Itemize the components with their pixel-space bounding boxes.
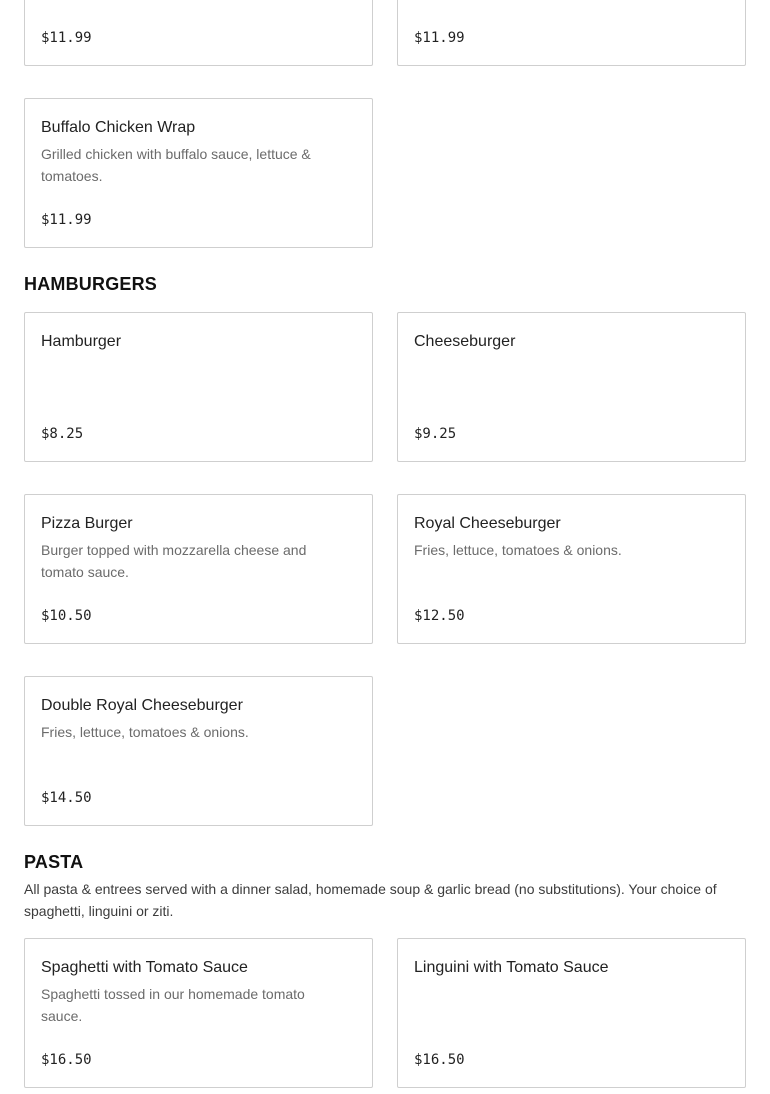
item-price: $16.50 bbox=[414, 1052, 465, 1068]
menu-item-card[interactable] bbox=[24, 98, 373, 248]
menu-item-card[interactable] bbox=[24, 494, 373, 644]
item-name: Hamburger bbox=[41, 333, 122, 350]
item-description: Grilled chicken with buffalo sauce, lettuce & tomatoes. bbox=[41, 146, 311, 184]
item-name: Linguini with Tomato Sauce bbox=[414, 959, 609, 976]
menu-item-card[interactable] bbox=[397, 938, 746, 1088]
item-name: Royal Cheeseburger bbox=[414, 515, 561, 532]
menu-item-card[interactable] bbox=[24, 676, 373, 826]
item-name: Cheeseburger bbox=[414, 333, 516, 350]
section-note: All pasta & entrees served with a dinner salad, homemade soup & garlic bread (no substitutions). Your choice of spaghetti, linguini or ziti. bbox=[24, 881, 717, 919]
item-price: $8.25 bbox=[41, 426, 84, 442]
item-price: $10.50 bbox=[41, 608, 92, 624]
menu-item-card[interactable] bbox=[24, 938, 373, 1088]
item-name: Pizza Burger bbox=[41, 515, 133, 532]
menu-item-card[interactable] bbox=[24, 0, 373, 66]
item-name: Spaghetti with Tomato Sauce bbox=[41, 959, 248, 976]
item-name: Double Royal Cheeseburger bbox=[41, 697, 243, 714]
section-title-pasta: PASTA bbox=[24, 852, 84, 872]
item-description: Fries, lettuce, tomatoes & onions. bbox=[414, 542, 622, 558]
item-price: $11.99 bbox=[41, 30, 92, 46]
section-title-hamburgers: HAMBURGERS bbox=[24, 274, 158, 294]
item-price: $16.50 bbox=[41, 1052, 92, 1068]
item-description: Fries, lettuce, tomatoes & onions. bbox=[41, 724, 249, 740]
menu-item-card[interactable] bbox=[397, 312, 746, 462]
item-price: $9.25 bbox=[414, 426, 457, 442]
item-price: $11.99 bbox=[41, 212, 92, 228]
item-price: $11.99 bbox=[414, 30, 465, 46]
item-price: $14.50 bbox=[41, 790, 92, 806]
item-name: Buffalo Chicken Wrap bbox=[41, 119, 196, 136]
item-price: $12.50 bbox=[414, 608, 465, 624]
item-description: Burger topped with mozzarella cheese and tomato sauce. bbox=[41, 542, 307, 580]
menu-item-card[interactable] bbox=[397, 494, 746, 644]
item-description: Spaghetti tossed in our homemade tomato sauce. bbox=[41, 986, 305, 1024]
menu-item-card[interactable] bbox=[24, 312, 373, 462]
menu-item-card[interactable] bbox=[397, 0, 746, 66]
